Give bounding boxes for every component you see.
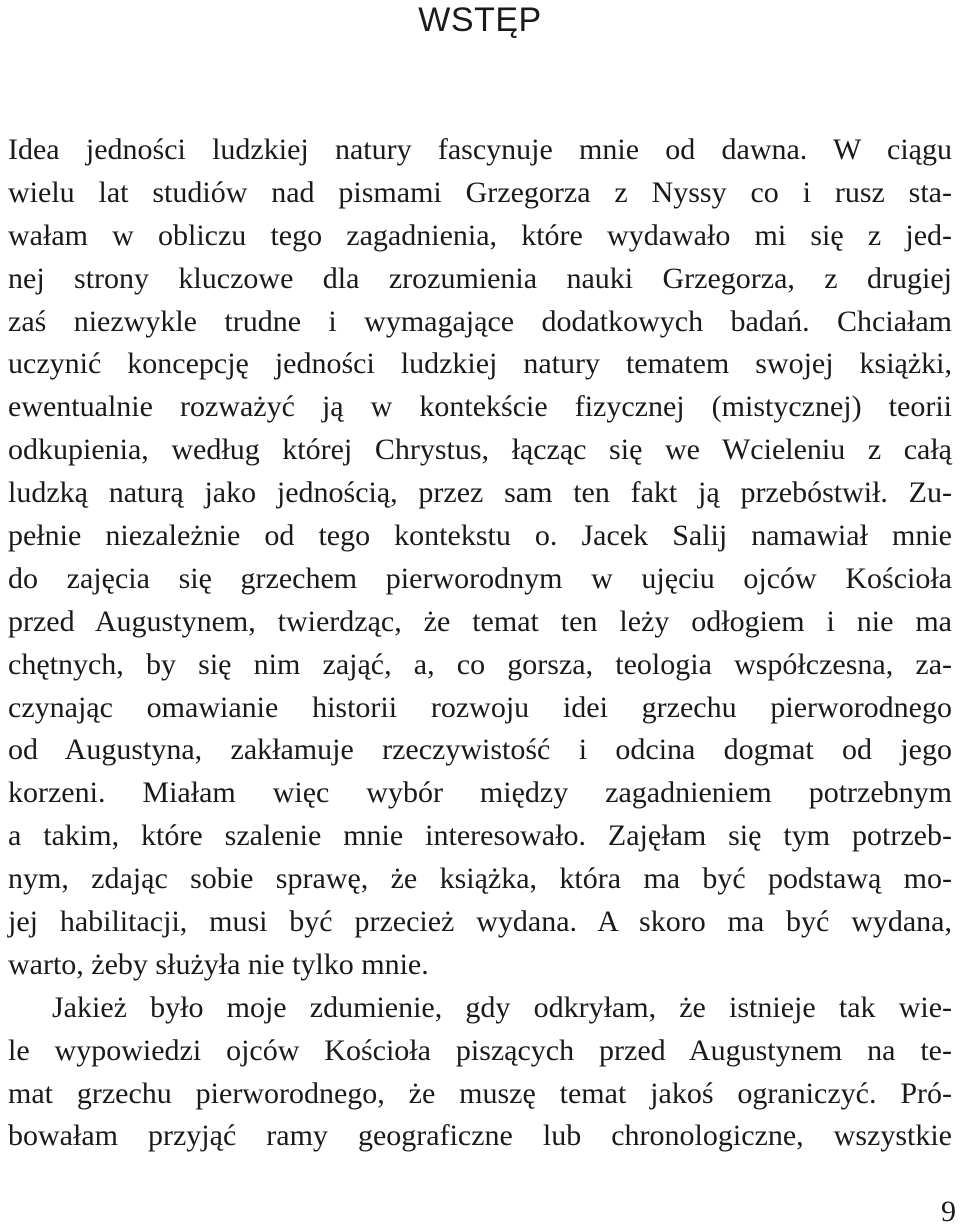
text-line: jej habilitacji, musi być przecież wydana. A skoro ma być wydana, <box>8 905 952 939</box>
text-line: nej strony kluczowe dla zrozumienia nauki Grzegorza, z drugiej <box>8 261 952 295</box>
text-line: bowałam przyjąć ramy geograficzne lub chronologiczne, wszystkie <box>8 1119 952 1153</box>
text-line: ewentualnie rozważyć ją w kontekście fizycznej (mistycznej) teorii <box>8 390 952 424</box>
text-line: nym, zdając sobie sprawę, że książka, która ma być podstawą mo- <box>8 862 952 896</box>
text-line: zaś niezwykle trudne i wymagające dodatkowych badań. Chciałam <box>8 304 952 338</box>
text-line: Idea jedności ludzkiej natury fascynuje mnie od dawna. W ciągu <box>8 133 952 166</box>
text-line: od Augustyna, zakłamuje rzeczywistość i odcina dogmat od jego <box>8 733 952 767</box>
body-text <box>8 129 952 1158</box>
text-line: le wypowiedzi ojców Kościoła piszących przed Augustynem na te- <box>8 1033 952 1067</box>
text-line: wałam w obliczu tego zagadnienia, które wydawało mi się z jed- <box>8 218 952 252</box>
text-line: a takim, które szalenie mnie interesowało. Zajęłam się tym potrzeb- <box>8 819 952 853</box>
page-number: 9 <box>941 1195 956 1228</box>
paragraph-1 <box>8 129 952 987</box>
text-line: czynając omawianie historii rozwoju idei grzechu pierworodnego <box>8 690 952 724</box>
text-line: do zajęcia się grzechem pierworodnym w ujęciu ojców Kościoła <box>8 561 952 595</box>
text-line: chętnych, by się nim zająć, a, co gorsza, teologia współczesna, za- <box>8 647 952 681</box>
text-line: pełnie niezależnie od tego kontekstu o. Jacek Salij namawiał mnie <box>8 519 952 553</box>
text-line: odkupienia, według której Chrystus, łącząc się we Wcieleniu z całą <box>8 433 952 467</box>
text-line: korzeni. Miałam więc wybór między zagadnieniem potrzebnym <box>8 776 952 810</box>
text-line: warto, żeby służyła nie tylko mnie. <box>8 947 429 981</box>
text-line: Jakież było moje zdumienie, gdy odkryłam, że istnieje tak wie- <box>52 990 952 1024</box>
paragraph-2 <box>8 987 952 1159</box>
text-line: uczynić koncepcję jedności ludzkiej natury tematem swojej książki, <box>8 347 952 381</box>
page-heading: WSTĘP <box>418 1 542 39</box>
text-line: mat grzechu pierworodnego, że muszę temat jakoś ograniczyć. Pró- <box>8 1076 952 1110</box>
text-line: wielu lat studiów nad pismami Grzegorza z Nyssy co i rusz sta- <box>8 175 952 209</box>
text-line: przed Augustynem, twierdząc, że temat ten leży odłogiem i nie ma <box>8 604 952 638</box>
text-line: ludzką naturą jako jednością, przez sam ten fakt ją przebóstwił. Zu- <box>8 476 952 510</box>
